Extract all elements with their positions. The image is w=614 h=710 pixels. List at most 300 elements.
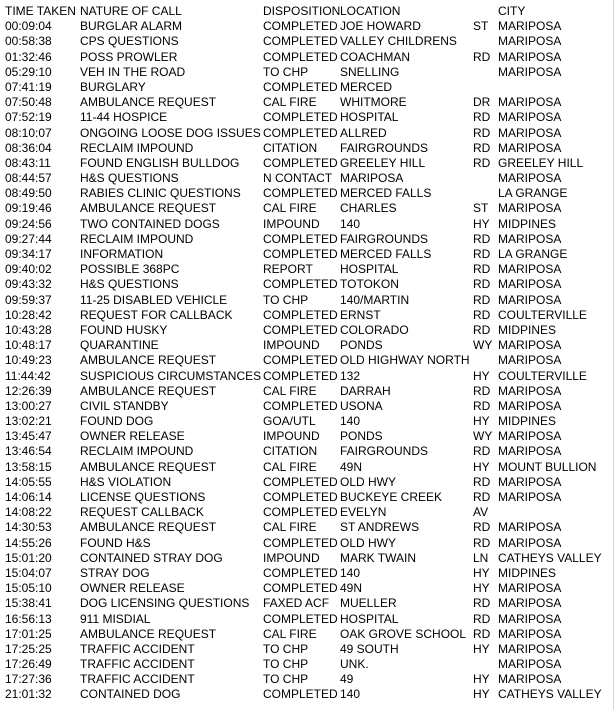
location-cell: 49 SOUTH [340,641,399,656]
nature-cell: POSSIBLE 368PC [80,262,180,277]
location-cell: ST ANDREWS [340,520,420,535]
disposition-cell: IMPOUND [263,338,320,353]
time-cell: 07:50:48 [5,95,52,110]
disposition-cell: COMPLETED [263,611,338,626]
city-cell: MARIPOSA [498,353,562,368]
disposition-cell: TO CHP [263,672,309,687]
time-cell: 14:05:55 [5,474,52,489]
street-suffix-cell: RD [473,262,491,277]
table-row [5,353,611,368]
location-cell: COACHMAN [340,49,411,64]
city-cell: MOUNT BULLION [498,459,597,474]
disposition-cell: REPORT [263,262,313,277]
city-cell: MARIPOSA [498,64,562,79]
nature-cell: RECLAIM IMPOUND [80,140,194,155]
table-row [5,399,611,414]
city-cell: MARIPOSA [498,520,562,535]
city-cell: CATHEYS VALLEY [498,687,602,702]
location-cell: MARIPOSA [340,171,404,186]
nature-cell: CIVIL STANDBY [80,398,169,413]
table-row [5,581,611,596]
location-cell: BUCKEYE CREEK [340,490,443,504]
street-suffix-cell: HY [473,687,490,702]
disposition-cell: CAL FIRE [263,383,317,398]
time-cell: 07:41:19 [5,79,52,94]
location-cell: MERCED FALLS [340,247,432,261]
city-cell: MARIPOSA [498,626,562,641]
disposition-cell: N CONTACT [263,171,333,186]
table-row [5,277,611,292]
city-cell: MIDPINES [498,216,557,231]
location-cell: GREELEY HILL [340,155,426,170]
location-cell: 140 [340,414,361,429]
nature-cell: DOG LICENSING QUESTIONS [80,596,250,611]
table-row [5,34,611,49]
disposition-cell: CAL FIRE [263,626,317,641]
location-cell: MERCED FALLS [340,186,432,201]
disposition-cell: COMPLETED [263,322,338,337]
nature-cell: CONTAINED DOG [80,687,181,702]
disposition-cell: COMPLETED [263,368,338,383]
time-cell: 09:59:37 [5,292,52,307]
table-row [5,247,611,262]
street-suffix-cell: ST [473,201,489,216]
nature-cell: CONTAINED STRAY DOG [80,550,223,565]
location-cell: ALLRED [340,125,387,140]
street-suffix-cell: RD [473,611,491,626]
disposition-cell: COMPLETED [263,247,338,261]
disposition-cell: TO CHP [263,64,309,79]
time-cell: 15:04:07 [5,565,52,580]
city-cell: MARIPOSA [498,596,562,611]
city-cell: MARIPOSA [498,641,562,656]
city-cell: MARIPOSA [498,672,562,687]
table-row [5,308,611,323]
city-cell: CATHEYS VALLEY [498,550,602,565]
time-cell: 13:45:47 [5,429,52,444]
time-cell: 09:19:46 [5,201,52,216]
city-cell: MARIPOSA [498,535,562,550]
city-cell: MIDPINES [498,414,557,429]
call-log-table [5,4,611,703]
nature-cell: AMBULANCE REQUEST [80,353,217,368]
street-suffix-cell: RD [473,596,491,611]
location-cell: DARRAH [340,383,391,398]
table-row [5,65,611,80]
time-cell: 13:58:15 [5,459,52,474]
nature-cell: FOUND DOG [80,414,154,429]
location-cell: OAK GROVE SCHOOL [340,626,467,641]
disposition-cell: FAXED ACF [263,596,330,611]
time-cell: 14:08:22 [5,505,52,520]
city-cell: MARIPOSA [498,49,562,64]
disposition-cell: COMPLETED [263,687,338,702]
disposition-cell: COMPLETED [263,49,338,64]
location-header: LOCATION [340,4,401,18]
nature-cell: AMBULANCE REQUEST [80,95,217,110]
location-cell: 140/MARTIN [340,292,410,307]
location-cell: HOSPITAL [340,110,399,125]
location-cell: SNELLING [340,64,400,79]
time-cell: 16:56:13 [5,611,52,626]
nature-cell: AMBULANCE REQUEST [80,201,217,216]
time-cell: 13:00:27 [5,398,52,413]
city-cell: COULTERVILLE [498,368,587,383]
location-cell: FAIRGROUNDS [340,444,429,459]
nature-cell: SUSPICIOUS CIRCUMSTANCES [80,368,262,383]
location-cell: COLORADO [340,322,409,337]
table-row [5,687,611,702]
city-cell: MARIPOSA [498,171,562,186]
time-cell: 14:30:53 [5,520,52,535]
street-suffix-cell: RD [473,474,491,489]
disposition-cell: COMPLETED [263,565,338,580]
table-row [5,460,611,475]
table-row [5,232,611,247]
time-cell: 10:43:28 [5,322,52,337]
disposition-cell: COMPLETED [263,155,338,170]
location-cell: 140 [340,216,361,231]
time-cell: 09:43:32 [5,277,52,292]
time-cell: 05:29:10 [5,64,52,79]
nature-cell: POSS PROWLER [80,49,178,64]
disposition-cell: CITATION [263,140,318,155]
table-row [5,642,611,657]
street-suffix-cell: RD [473,444,491,459]
street-suffix-cell: HY [473,672,490,687]
time-cell: 17:25:25 [5,641,52,656]
time-cell: 08:49:50 [5,186,52,201]
nature-cell: LICENSE QUESTIONS [80,490,206,504]
nature-cell: CPS QUESTIONS [80,34,179,49]
nature-cell: FOUND ENGLISH BULLDOG [80,155,240,170]
nature-cell: STRAY DOG [80,565,150,580]
disposition-cell: COMPLETED [263,186,338,201]
location-cell: 49N [340,581,363,596]
nature-cell: OWNER RELEASE [80,429,185,444]
disposition-cell: COMPLETED [263,19,338,34]
disposition-cell: COMPLETED [263,125,338,140]
location-cell: 140 [340,687,361,702]
location-cell: OLD HWY [340,474,397,489]
table-row [5,201,611,216]
street-suffix-cell: RD [473,110,491,125]
time-cell: 09:40:02 [5,262,52,277]
city-cell: MARIPOSA [498,444,562,459]
street-suffix-cell: RD [473,247,491,261]
time-cell: 09:34:17 [5,247,52,261]
nature-cell: INFORMATION [80,247,164,261]
street-suffix-cell: WY [473,429,493,444]
time-cell: 00:58:38 [5,34,52,49]
table-row [5,566,611,581]
disposition-header: DISPOSITION [263,4,341,18]
table-row [5,323,611,338]
nature-cell: H&S QUESTIONS [80,171,179,186]
disposition-cell: CAL FIRE [263,95,317,110]
time-cell: 09:24:56 [5,216,52,231]
table-row [5,262,611,277]
table-row [5,551,611,566]
street-suffix-cell: LN [473,550,489,565]
street-suffix-cell: DR [473,95,491,110]
location-cell: HOSPITAL [340,611,399,626]
nature-cell: 11-44 HOSPICE [80,110,168,125]
table-row [5,384,611,399]
time-cell: 15:05:10 [5,581,52,596]
disposition-cell: COMPLETED [263,474,338,489]
location-cell: UNK. [340,657,369,672]
city-cell: MARIPOSA [498,262,562,277]
city-cell: LA GRANGE [498,186,568,201]
city-cell: MARIPOSA [498,611,562,626]
nature-cell: TRAFFIC ACCIDENT [80,657,195,672]
nature-cell: RECLAIM IMPOUND [80,444,194,459]
time-cell: 08:43:11 [5,155,51,170]
table-row [5,520,611,535]
time-cell: 15:38:41 [5,596,52,611]
disposition-cell: COMPLETED [263,231,338,246]
location-cell: MARK TWAIN [340,550,417,565]
nature-cell: FOUND H&S [80,535,151,550]
location-cell: PONDS [340,429,383,444]
location-cell: OLD HIGHWAY NORTH [340,353,470,368]
street-suffix-cell: HY [473,216,490,231]
disposition-cell: TO CHP [263,292,309,307]
location-cell: FAIRGROUNDS [340,140,429,155]
table-row [5,672,611,687]
street-suffix-cell: RD [473,231,491,246]
street-suffix-cell: RD [473,277,491,292]
city-cell: MARIPOSA [498,231,562,246]
time-cell: 10:48:17 [5,338,52,353]
street-suffix-cell: WY [473,338,493,353]
location-cell: CHARLES [340,201,397,216]
city-cell: MARIPOSA [498,277,562,292]
location-cell: PONDS [340,338,383,353]
street-suffix-cell: HY [473,368,490,383]
nature-cell: AMBULANCE REQUEST [80,626,217,641]
time-cell: 11:44:42 [5,368,51,383]
time-cell: 07:52:19 [5,110,52,125]
time-cell: 17:01:25 [5,626,52,641]
nature-cell: REQUEST FOR CALLBACK [80,307,233,322]
location-cell: HOSPITAL [340,262,399,277]
table-row [5,369,611,384]
city-cell: MARIPOSA [498,581,562,596]
time-cell: 01:32:46 [5,49,52,64]
disposition-cell: CAL FIRE [263,201,317,216]
table-row [5,80,611,95]
nature-cell: BURGLAR ALARM [80,19,183,34]
time-cell: 10:49:23 [5,353,52,368]
city-cell: MIDPINES [498,322,557,337]
disposition-cell: COMPLETED [263,110,338,125]
disposition-cell: CITATION [263,444,318,459]
location-cell: MERCED [340,79,393,94]
location-cell: 49N [340,459,363,474]
disposition-cell: COMPLETED [263,277,338,292]
location-cell: WHITMORE [340,95,407,110]
disposition-cell: IMPOUND [263,216,320,231]
street-suffix-cell: RD [473,292,491,307]
table-row [5,186,611,201]
nature-cell: REQUEST CALLBACK [80,505,204,520]
disposition-cell: TO CHP [263,657,309,672]
street-suffix-cell: HY [473,581,490,596]
street-suffix-cell: RD [473,49,491,64]
street-suffix-cell: RD [473,398,491,413]
table-row [5,217,611,232]
time-cell: 15:01:20 [5,550,52,565]
city-cell: MARIPOSA [498,95,562,110]
city-cell: MARIPOSA [498,398,562,413]
city-cell: LA GRANGE [498,247,568,261]
nature-cell: FOUND HUSKY [80,322,168,337]
time-cell: 08:44:57 [5,171,52,186]
table-row [5,171,611,186]
street-suffix-cell: RD [473,307,491,322]
time-cell: 13:02:21 [5,414,52,429]
location-cell: 140 [340,565,361,580]
location-cell: 132 [340,368,361,383]
nature-cell: AMBULANCE REQUEST [80,520,217,535]
time-cell: 08:10:07 [5,125,52,140]
disposition-cell: TO CHP [263,641,309,656]
city-cell: MIDPINES [498,565,557,580]
disposition-cell: CAL FIRE [263,459,317,474]
city-cell: MARIPOSA [498,490,562,504]
city-cell: MARIPOSA [498,474,562,489]
disposition-cell: COMPLETED [263,535,338,550]
location-cell: USONA [340,398,383,413]
table-body [5,19,611,702]
disposition-cell: COMPLETED [263,505,338,520]
disposition-cell: COMPLETED [263,581,338,596]
location-cell: MUELLER [340,596,397,611]
table-row [5,429,611,444]
nature-cell: QUARANTINE [80,338,159,353]
table-row [5,110,611,125]
city-cell: MARIPOSA [498,110,562,125]
time-cell: 17:27:36 [5,672,52,687]
nature-cell: 911 MISDIAL [80,611,151,626]
table-row [5,657,611,672]
city-cell: MARIPOSA [498,429,562,444]
disposition-cell: COMPLETED [263,398,338,413]
table-row [5,444,611,459]
location-cell: JOE HOWARD [340,19,421,34]
location-cell: 49 [340,672,354,687]
city-cell: COULTERVILLE [498,307,587,322]
table-row [5,536,611,551]
location-cell: VALLEY CHILDRENS [340,34,457,49]
disposition-cell: GOA/UTL [263,414,316,429]
time-cell: 21:01:32 [5,687,52,702]
nature-cell: ONGOING LOOSE DOG ISSUES [80,125,261,140]
street-suffix-cell: RD [473,155,491,170]
table-row [5,612,611,627]
nature-cell: AMBULANCE REQUEST [80,383,217,398]
time-cell: 14:55:26 [5,535,52,550]
nature-cell: VEH IN THE ROAD [80,64,186,79]
table-row [5,627,611,642]
nature-cell: AMBULANCE REQUEST [80,459,217,474]
time-cell: 10:28:42 [5,307,52,322]
city-cell: MARIPOSA [498,201,562,216]
table-row [5,293,611,308]
street-suffix-cell: HY [473,414,490,429]
street-suffix-cell: HY [473,565,490,580]
nature-cell: RECLAIM IMPOUND [80,231,194,246]
disposition-cell: COMPLETED [263,34,338,49]
disposition-cell: CAL FIRE [263,520,317,535]
street-suffix-cell: RD [473,125,491,140]
city-cell: MARIPOSA [498,657,562,672]
location-cell: ERNST [340,307,381,322]
city-cell: MARIPOSA [498,19,562,34]
table-row [5,490,611,505]
city-cell: MARIPOSA [498,125,562,140]
table-row [5,19,611,34]
location-cell: EVELYN [340,505,387,520]
disposition-cell: COMPLETED [263,353,338,368]
street-suffix-cell: RD [473,490,491,504]
city-cell: MARIPOSA [498,383,562,398]
disposition-cell: COMPLETED [263,490,338,504]
disposition-cell: IMPOUND [263,550,320,565]
city-cell: MARIPOSA [498,292,562,307]
street-suffix-cell: HY [473,641,490,656]
location-cell: TOTOKON [340,277,399,292]
location-cell: FAIRGROUNDS [340,231,429,246]
time-header: TIME TAKEN [5,4,76,18]
nature-cell: TWO CONTAINED DOGS [80,216,220,231]
city-cell: MARIPOSA [498,140,562,155]
city-cell: MARIPOSA [498,338,562,353]
table-row [5,596,611,611]
street-suffix-cell: RD [473,322,491,337]
nature-cell: TRAFFIC ACCIDENT [80,672,195,687]
nature-cell: OWNER RELEASE [80,581,185,596]
street-suffix-cell: RD [473,520,491,535]
table-row [5,156,611,171]
street-suffix-cell: HY [473,459,490,474]
table-row [5,475,611,490]
nature-cell: H&S QUESTIONS [80,277,179,292]
disposition-cell: IMPOUND [263,429,320,444]
time-cell: 14:06:14 [5,490,52,504]
time-cell: 09:27:44 [5,231,52,246]
city-header: CITY [498,4,526,18]
street-suffix-cell: RD [473,140,491,155]
city-cell: MARIPOSA [498,34,562,49]
street-suffix-cell: AV [473,505,489,520]
time-cell: 17:26:49 [5,657,52,672]
location-cell: OLD HWY [340,535,397,550]
street-suffix-cell: ST [473,19,489,34]
nature-cell: 11-25 DISABLED VEHICLE [80,292,228,307]
table-row [5,338,611,353]
table-row [5,95,611,110]
table-row [5,414,611,429]
table-row [5,141,611,156]
disposition-cell: COMPLETED [263,79,338,94]
time-cell: 08:36:04 [5,140,52,155]
time-cell: 00:09:04 [5,19,52,34]
nature-cell: RABIES CLINIC QUESTIONS [80,186,241,201]
street-suffix-cell: RD [473,626,491,641]
